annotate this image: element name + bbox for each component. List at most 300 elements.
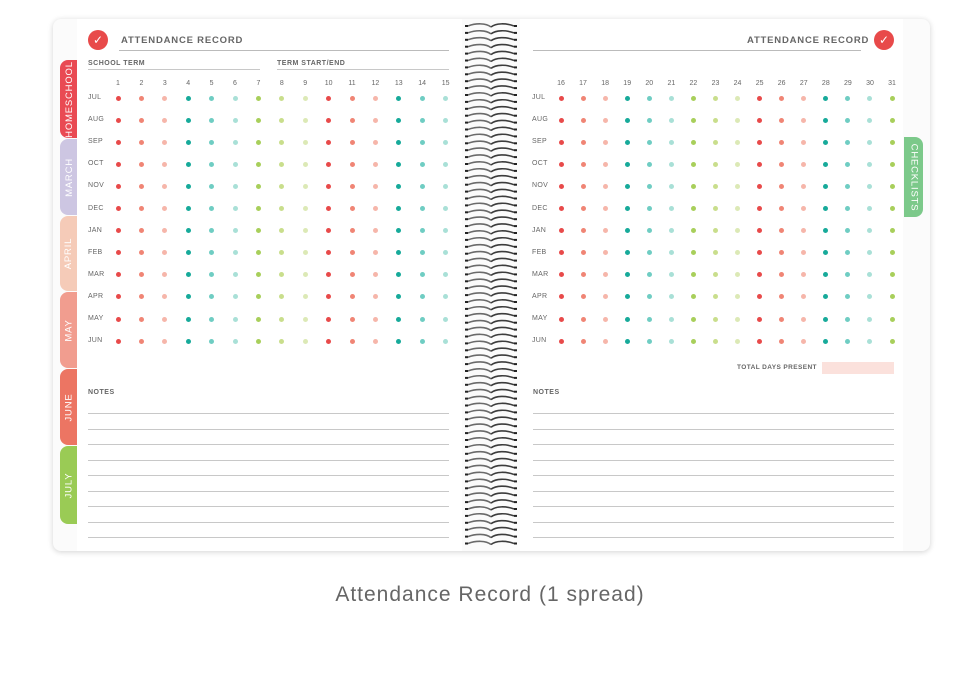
attendance-dot[interactable] xyxy=(116,118,121,123)
attendance-dot[interactable] xyxy=(256,317,261,322)
binding-hole xyxy=(514,522,517,524)
attendance-dot[interactable] xyxy=(625,96,630,101)
attendance-dot[interactable] xyxy=(559,339,564,344)
attendance-dot[interactable] xyxy=(890,96,895,101)
attendance-dot[interactable] xyxy=(669,339,674,344)
attendance-dot[interactable] xyxy=(890,317,895,322)
note-line[interactable] xyxy=(88,491,449,492)
attendance-dot[interactable] xyxy=(713,317,718,322)
attendance-dot[interactable] xyxy=(116,317,121,322)
attendance-dot[interactable] xyxy=(233,140,238,145)
attendance-dot[interactable] xyxy=(279,317,284,322)
attendance-dot[interactable] xyxy=(603,140,608,145)
attendance-dot[interactable] xyxy=(233,294,238,299)
attendance-dot[interactable] xyxy=(559,118,564,123)
attendance-dot[interactable] xyxy=(326,162,331,167)
attendance-dot[interactable] xyxy=(823,317,828,322)
spiral-loop xyxy=(491,120,514,123)
attendance-dot[interactable] xyxy=(823,339,828,344)
attendance-dot[interactable] xyxy=(256,184,261,189)
attendance-dot[interactable] xyxy=(669,162,674,167)
attendance-dot[interactable] xyxy=(691,317,696,322)
attendance-dot[interactable] xyxy=(757,339,762,344)
attendance-dot[interactable] xyxy=(647,184,652,189)
attendance-dot[interactable] xyxy=(116,206,121,211)
attendance-dot[interactable] xyxy=(186,96,191,101)
attendance-dot[interactable] xyxy=(890,184,895,189)
month-label: JAN xyxy=(532,226,547,234)
attendance-dot[interactable] xyxy=(256,96,261,101)
attendance-dot[interactable] xyxy=(233,184,238,189)
caption: Attendance Record (1 spread) xyxy=(335,583,645,606)
attendance-dot[interactable] xyxy=(420,206,425,211)
note-line[interactable] xyxy=(533,475,894,476)
attendance-dot[interactable] xyxy=(233,317,238,322)
attendance-dot[interactable] xyxy=(443,118,448,123)
attendance-dot[interactable] xyxy=(625,250,630,255)
note-line[interactable] xyxy=(88,475,449,476)
attendance-dot[interactable] xyxy=(581,162,586,167)
note-line[interactable] xyxy=(533,444,894,445)
attendance-dot[interactable] xyxy=(559,206,564,211)
attendance-dot[interactable] xyxy=(420,250,425,255)
attendance-dot[interactable] xyxy=(139,317,144,322)
attendance-dot[interactable] xyxy=(303,140,308,145)
attendance-dot[interactable] xyxy=(735,118,740,123)
attendance-dot[interactable] xyxy=(350,162,355,167)
attendance-dot[interactable] xyxy=(779,118,784,123)
attendance-dot[interactable] xyxy=(209,184,214,189)
attendance-dot[interactable] xyxy=(116,272,121,277)
attendance-dot[interactable] xyxy=(713,184,718,189)
binding-hole xyxy=(514,39,517,41)
attendance-dot[interactable] xyxy=(116,228,121,233)
note-line[interactable] xyxy=(533,460,894,461)
attendance-dot[interactable] xyxy=(647,162,652,167)
attendance-dot[interactable] xyxy=(757,317,762,322)
attendance-dot[interactable] xyxy=(373,96,378,101)
binding-hole xyxy=(465,53,468,55)
tab-june[interactable] xyxy=(60,369,78,445)
attendance-dot[interactable] xyxy=(603,118,608,123)
attendance-dot[interactable] xyxy=(559,250,564,255)
attendance-dot[interactable] xyxy=(669,140,674,145)
attendance-dot[interactable] xyxy=(779,339,784,344)
attendance-dot[interactable] xyxy=(581,317,586,322)
attendance-dot[interactable] xyxy=(890,228,895,233)
attendance-dot[interactable] xyxy=(139,339,144,344)
attendance-dot[interactable] xyxy=(603,184,608,189)
attendance-dot[interactable] xyxy=(581,250,586,255)
spiral-loop xyxy=(468,514,491,517)
attendance-dot[interactable] xyxy=(420,184,425,189)
spiral-loop xyxy=(491,252,514,255)
attendance-dot[interactable] xyxy=(326,96,331,101)
attendance-dot[interactable] xyxy=(162,317,167,322)
attendance-dot[interactable] xyxy=(350,96,355,101)
attendance-dot[interactable] xyxy=(779,317,784,322)
attendance-dot[interactable] xyxy=(669,228,674,233)
attendance-dot[interactable] xyxy=(581,140,586,145)
attendance-dot[interactable] xyxy=(559,162,564,167)
binding-hole xyxy=(514,405,517,407)
attendance-dot[interactable] xyxy=(420,140,425,145)
binding-hole xyxy=(465,439,468,441)
spiral-loop xyxy=(468,300,491,303)
attendance-dot[interactable] xyxy=(233,339,238,344)
attendance-dot[interactable] xyxy=(186,339,191,344)
attendance-dot[interactable] xyxy=(209,162,214,167)
tab-march[interactable] xyxy=(60,139,78,215)
attendance-dot[interactable] xyxy=(116,250,121,255)
attendance-dot[interactable] xyxy=(735,339,740,344)
attendance-dot[interactable] xyxy=(757,140,762,145)
attendance-dot[interactable] xyxy=(581,184,586,189)
binding-hole xyxy=(465,529,468,531)
attendance-dot[interactable] xyxy=(581,339,586,344)
attendance-dot[interactable] xyxy=(139,184,144,189)
attendance-dot[interactable] xyxy=(713,206,718,211)
attendance-dot[interactable] xyxy=(209,118,214,123)
attendance-dot[interactable] xyxy=(139,118,144,123)
attendance-dot[interactable] xyxy=(186,250,191,255)
attendance-dot[interactable] xyxy=(625,317,630,322)
attendance-dot[interactable] xyxy=(373,206,378,211)
attendance-dot[interactable] xyxy=(559,272,564,277)
attendance-dot[interactable] xyxy=(669,96,674,101)
attendance-dot[interactable] xyxy=(350,228,355,233)
attendance-dot[interactable] xyxy=(303,118,308,123)
attendance-dot[interactable] xyxy=(256,162,261,167)
attendance-dot[interactable] xyxy=(890,206,895,211)
attendance-dot[interactable] xyxy=(256,339,261,344)
attendance-dot[interactable] xyxy=(303,317,308,322)
attendance-dot[interactable] xyxy=(757,96,762,101)
attendance-dot[interactable] xyxy=(735,140,740,145)
attendance-dot[interactable] xyxy=(823,96,828,101)
attendance-dot[interactable] xyxy=(303,250,308,255)
attendance-dot[interactable] xyxy=(647,140,652,145)
attendance-dot[interactable] xyxy=(162,339,167,344)
attendance-dot[interactable] xyxy=(603,206,608,211)
attendance-dot[interactable] xyxy=(116,339,121,344)
attendance-dot[interactable] xyxy=(303,339,308,344)
page-title-right: ATTENDANCE RECORD xyxy=(747,35,870,46)
attendance-dot[interactable] xyxy=(581,118,586,123)
attendance-dot[interactable] xyxy=(443,140,448,145)
attendance-dot[interactable] xyxy=(603,250,608,255)
attendance-dot[interactable] xyxy=(603,272,608,277)
attendance-dot[interactable] xyxy=(757,184,762,189)
attendance-dot[interactable] xyxy=(139,140,144,145)
tab-july[interactable] xyxy=(60,446,78,524)
attendance-dot[interactable] xyxy=(890,162,895,167)
attendance-dot[interactable] xyxy=(625,184,630,189)
attendance-dot[interactable] xyxy=(801,317,806,322)
tab-april[interactable] xyxy=(60,216,78,291)
attendance-dot[interactable] xyxy=(890,339,895,344)
attendance-dot[interactable] xyxy=(209,317,214,322)
attendance-dot[interactable] xyxy=(443,96,448,101)
attendance-dot[interactable] xyxy=(350,339,355,344)
note-line[interactable] xyxy=(533,537,894,538)
note-line[interactable] xyxy=(88,429,449,430)
attendance-dot[interactable] xyxy=(443,339,448,344)
attendance-dot[interactable] xyxy=(801,96,806,101)
attendance-dot[interactable] xyxy=(691,96,696,101)
attendance-dot[interactable] xyxy=(757,162,762,167)
spiral-loop xyxy=(468,314,491,317)
attendance-dot[interactable] xyxy=(420,228,425,233)
note-line[interactable] xyxy=(533,491,894,492)
attendance-dot[interactable] xyxy=(691,118,696,123)
month-label: NOV xyxy=(532,182,549,190)
attendance-dot[interactable] xyxy=(559,294,564,299)
attendance-dot[interactable] xyxy=(443,317,448,322)
attendance-dot[interactable] xyxy=(303,206,308,211)
attendance-dot[interactable] xyxy=(603,339,608,344)
attendance-dot[interactable] xyxy=(713,339,718,344)
attendance-dot[interactable] xyxy=(647,339,652,344)
tab-checklists[interactable] xyxy=(904,137,923,217)
attendance-dot[interactable] xyxy=(326,339,331,344)
attendance-dot[interactable] xyxy=(845,317,850,322)
attendance-dot[interactable] xyxy=(581,228,586,233)
attendance-dot[interactable] xyxy=(625,140,630,145)
attendance-dot[interactable] xyxy=(303,96,308,101)
attendance-dot[interactable] xyxy=(669,118,674,123)
attendance-dot[interactable] xyxy=(186,140,191,145)
attendance-dot[interactable] xyxy=(559,228,564,233)
attendance-dot[interactable] xyxy=(233,250,238,255)
attendance-dot[interactable] xyxy=(116,184,121,189)
attendance-dot[interactable] xyxy=(350,140,355,145)
attendance-dot[interactable] xyxy=(735,184,740,189)
attendance-dot[interactable] xyxy=(581,206,586,211)
attendance-dot[interactable] xyxy=(735,162,740,167)
binding-hole xyxy=(514,101,517,103)
attendance-dot[interactable] xyxy=(603,317,608,322)
attendance-dot[interactable] xyxy=(233,162,238,167)
attendance-dot[interactable] xyxy=(279,339,284,344)
spiral-loop xyxy=(491,86,514,89)
attendance-dot[interactable] xyxy=(209,140,214,145)
attendance-dot[interactable] xyxy=(326,118,331,123)
attendance-dot[interactable] xyxy=(647,96,652,101)
attendance-dot[interactable] xyxy=(669,184,674,189)
attendance-dot[interactable] xyxy=(625,206,630,211)
attendance-dot[interactable] xyxy=(326,317,331,322)
attendance-dot[interactable] xyxy=(691,206,696,211)
attendance-dot[interactable] xyxy=(256,140,261,145)
attendance-dot[interactable] xyxy=(603,96,608,101)
attendance-dot[interactable] xyxy=(647,228,652,233)
attendance-dot[interactable] xyxy=(116,294,121,299)
note-line[interactable] xyxy=(533,413,894,414)
attendance-dot[interactable] xyxy=(420,162,425,167)
attendance-dot[interactable] xyxy=(420,118,425,123)
binding-hole xyxy=(465,108,468,110)
attendance-dot[interactable] xyxy=(326,184,331,189)
attendance-dot[interactable] xyxy=(801,118,806,123)
attendance-dot[interactable] xyxy=(373,228,378,233)
total-days-field[interactable] xyxy=(822,362,894,374)
attendance-dot[interactable] xyxy=(691,184,696,189)
attendance-dot[interactable] xyxy=(350,118,355,123)
note-line[interactable] xyxy=(88,444,449,445)
attendance-dot[interactable] xyxy=(373,118,378,123)
spiral-loop xyxy=(491,465,514,468)
attendance-dot[interactable] xyxy=(581,96,586,101)
note-line[interactable] xyxy=(88,537,449,538)
attendance-dot[interactable] xyxy=(279,96,284,101)
attendance-dot[interactable] xyxy=(186,118,191,123)
attendance-dot[interactable] xyxy=(186,228,191,233)
binding-hole xyxy=(514,294,517,296)
note-line[interactable] xyxy=(533,522,894,523)
attendance-dot[interactable] xyxy=(139,206,144,211)
attendance-dot[interactable] xyxy=(373,140,378,145)
school-term-field[interactable] xyxy=(88,69,260,70)
attendance-dot[interactable] xyxy=(233,206,238,211)
attendance-dot[interactable] xyxy=(139,96,144,101)
attendance-dot[interactable] xyxy=(186,162,191,167)
attendance-dot[interactable] xyxy=(396,118,401,123)
attendance-dot[interactable] xyxy=(647,317,652,322)
attendance-dot[interactable] xyxy=(139,228,144,233)
attendance-dot[interactable] xyxy=(162,118,167,123)
attendance-dot[interactable] xyxy=(890,140,895,145)
spiral-loop xyxy=(491,507,514,510)
attendance-dot[interactable] xyxy=(373,184,378,189)
note-line[interactable] xyxy=(533,429,894,430)
note-line[interactable] xyxy=(88,460,449,461)
attendance-dot[interactable] xyxy=(116,162,121,167)
attendance-dot[interactable] xyxy=(713,140,718,145)
attendance-dot[interactable] xyxy=(350,184,355,189)
attendance-dot[interactable] xyxy=(139,162,144,167)
attendance-dot[interactable] xyxy=(233,96,238,101)
note-line[interactable] xyxy=(88,522,449,523)
attendance-dot[interactable] xyxy=(691,339,696,344)
attendance-dot[interactable] xyxy=(713,118,718,123)
attendance-dot[interactable] xyxy=(420,317,425,322)
attendance-dot[interactable] xyxy=(801,339,806,344)
attendance-dot[interactable] xyxy=(647,206,652,211)
attendance-dot[interactable] xyxy=(256,206,261,211)
attendance-dot[interactable] xyxy=(691,140,696,145)
attendance-dot[interactable] xyxy=(116,96,121,101)
term-dates-field[interactable] xyxy=(277,69,449,70)
attendance-dot[interactable] xyxy=(303,162,308,167)
attendance-dot[interactable] xyxy=(303,184,308,189)
attendance-dot[interactable] xyxy=(350,206,355,211)
attendance-dot[interactable] xyxy=(669,206,674,211)
attendance-dot[interactable] xyxy=(625,118,630,123)
attendance-dot[interactable] xyxy=(890,118,895,123)
attendance-dot[interactable] xyxy=(559,317,564,322)
attendance-dot[interactable] xyxy=(691,162,696,167)
attendance-dot[interactable] xyxy=(162,96,167,101)
attendance-dot[interactable] xyxy=(603,228,608,233)
day-number: 26 xyxy=(777,80,786,87)
note-line[interactable] xyxy=(88,506,449,507)
attendance-dot[interactable] xyxy=(373,162,378,167)
attendance-dot[interactable] xyxy=(890,250,895,255)
attendance-dot[interactable] xyxy=(443,184,448,189)
attendance-dot[interactable] xyxy=(625,162,630,167)
attendance-dot[interactable] xyxy=(233,118,238,123)
attendance-dot[interactable] xyxy=(845,96,850,101)
attendance-dot[interactable] xyxy=(373,339,378,344)
attendance-dot[interactable] xyxy=(890,272,895,277)
attendance-dot[interactable] xyxy=(279,118,284,123)
attendance-dot[interactable] xyxy=(559,96,564,101)
attendance-dot[interactable] xyxy=(625,339,630,344)
attendance-dot[interactable] xyxy=(647,118,652,123)
attendance-dot[interactable] xyxy=(233,272,238,277)
tab-homeschool[interactable] xyxy=(60,60,78,138)
attendance-dot[interactable] xyxy=(350,250,355,255)
attendance-dot[interactable] xyxy=(713,162,718,167)
attendance-dot[interactable] xyxy=(350,272,355,277)
attendance-dot[interactable] xyxy=(209,96,214,101)
attendance-dot[interactable] xyxy=(779,140,784,145)
attendance-dot[interactable] xyxy=(256,118,261,123)
attendance-dot[interactable] xyxy=(256,228,261,233)
attendance-dot[interactable] xyxy=(443,162,448,167)
attendance-dot[interactable] xyxy=(559,140,564,145)
attendance-dot[interactable] xyxy=(116,140,121,145)
binding-hole xyxy=(514,156,517,158)
attendance-dot[interactable] xyxy=(186,317,191,322)
attendance-dot[interactable] xyxy=(647,250,652,255)
note-line[interactable] xyxy=(533,506,894,507)
attendance-dot[interactable] xyxy=(735,96,740,101)
attendance-dot[interactable] xyxy=(186,206,191,211)
attendance-dot[interactable] xyxy=(303,228,308,233)
attendance-dot[interactable] xyxy=(801,140,806,145)
attendance-dot[interactable] xyxy=(396,96,401,101)
attendance-dot[interactable] xyxy=(559,184,564,189)
attendance-dot[interactable] xyxy=(757,118,762,123)
attendance-dot[interactable] xyxy=(396,339,401,344)
attendance-dot[interactable] xyxy=(779,96,784,101)
attendance-dot[interactable] xyxy=(326,140,331,145)
day-number: 30 xyxy=(866,80,874,87)
attendance-dot[interactable] xyxy=(350,317,355,322)
attendance-dot[interactable] xyxy=(713,96,718,101)
attendance-dot[interactable] xyxy=(691,228,696,233)
attendance-dot[interactable] xyxy=(735,317,740,322)
attendance-dot[interactable] xyxy=(420,96,425,101)
attendance-dot[interactable] xyxy=(581,272,586,277)
note-line[interactable] xyxy=(88,413,449,414)
attendance-dot[interactable] xyxy=(779,162,784,167)
tab-may[interactable] xyxy=(60,292,78,368)
attendance-dot[interactable] xyxy=(396,317,401,322)
attendance-dot[interactable] xyxy=(420,339,425,344)
attendance-dot[interactable] xyxy=(209,339,214,344)
attendance-dot[interactable] xyxy=(350,294,355,299)
attendance-dot[interactable] xyxy=(233,228,238,233)
attendance-dot[interactable] xyxy=(186,184,191,189)
attendance-dot[interactable] xyxy=(823,118,828,123)
attendance-dot[interactable] xyxy=(625,228,630,233)
attendance-dot[interactable] xyxy=(603,162,608,167)
attendance-dot[interactable] xyxy=(669,317,674,322)
attendance-dot[interactable] xyxy=(373,317,378,322)
